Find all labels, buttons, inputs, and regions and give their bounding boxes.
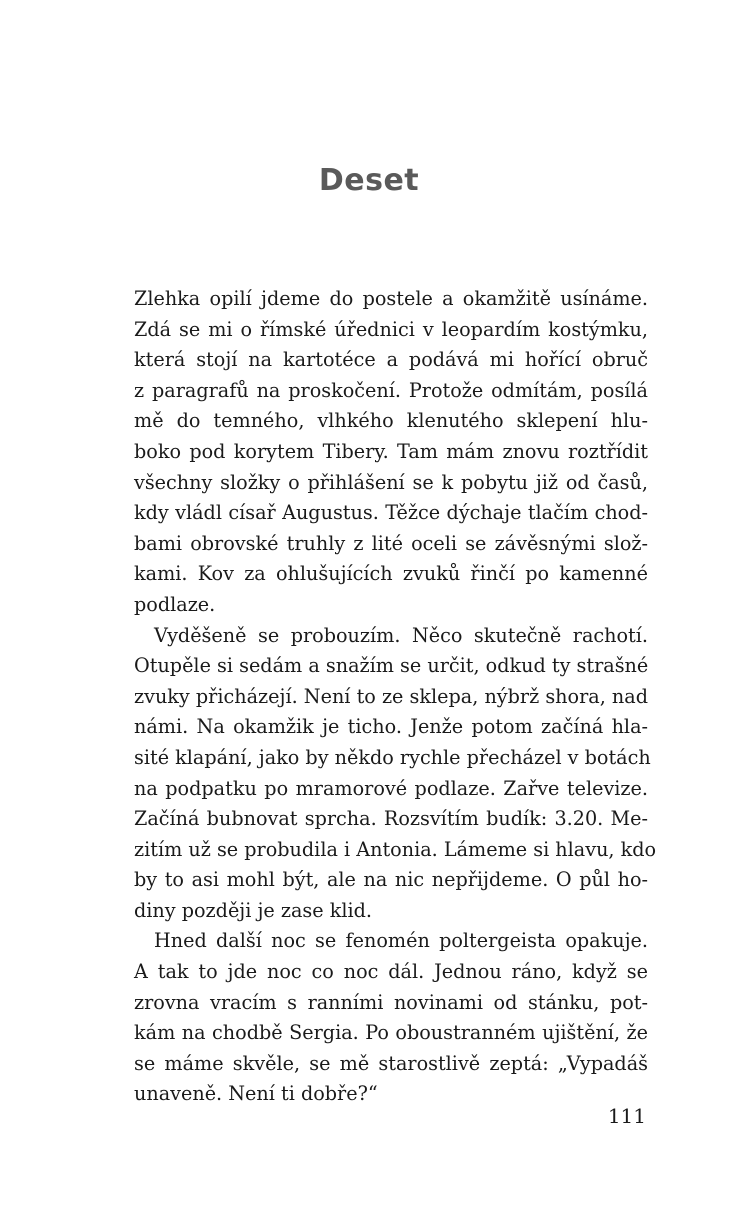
text-line: která stojí na kartotéce a podává mi hořící obruč bbox=[134, 348, 648, 372]
text-line: kdy vládl císař Augustus. Těžce dýchaje tlačím chod- bbox=[134, 501, 648, 525]
text-line: podlaze. bbox=[134, 592, 216, 616]
text-line: zrovna vracím s ranními novinami od stánku, pot- bbox=[134, 990, 648, 1014]
chapter-title: Deset bbox=[318, 163, 420, 198]
text-line: kám na chodbě Sergia. Po oboustranném ujištění, že bbox=[134, 1021, 648, 1045]
text-line: Otupěle si sedám a snažím se určit, odkud ty strašné bbox=[134, 654, 649, 678]
paragraph bbox=[134, 621, 657, 927]
text-line: zvuky přicházejí. Není to ze sklepa, nýbrž shora, nad bbox=[134, 684, 648, 708]
text-line: sité klapání, jako by někdo rychle přecházel v botách bbox=[134, 745, 651, 769]
text-line: by to asi mohl být, ale na nic nepřijdeme. O půl ho- bbox=[134, 868, 648, 892]
text-line: mě do temného, vlhkého klenutého sklepení hlu- bbox=[134, 409, 648, 433]
text-line: bami obrovské truhly z lité oceli se závěsnými slož- bbox=[134, 531, 648, 555]
text-line: všechny složky o přihlášení se k pobytu již od časů, bbox=[134, 470, 648, 494]
text-line: unaveně. Není ti dobře?“ bbox=[134, 1082, 378, 1106]
body-text bbox=[134, 284, 657, 1110]
text-line: na podpatku po mramorové podlaze. Zařve televize. bbox=[134, 776, 648, 800]
text-line: se máme skvěle, se mě starostlivě zeptá: „Vypadáš bbox=[134, 1051, 648, 1075]
text-line: Začíná bubnovat sprcha. Rozsvítím budík: 3.20. Me- bbox=[134, 807, 648, 831]
text-line: námi. Na okamžik je ticho. Jenže potom začíná hla- bbox=[134, 715, 648, 739]
text-line: zitím už se probudila i Antonia. Lámeme si hlavu, kdo bbox=[134, 837, 657, 861]
page-number: 111 bbox=[607, 1104, 646, 1128]
text-line: A tak to jde noc co noc dál. Jednou ráno, když se bbox=[134, 960, 648, 984]
text-line: Zdá se mi o římské úřednici v leopardím kostýmku, bbox=[134, 317, 648, 341]
text-line: boko pod korytem Tibery. Tam mám znovu roztřídit bbox=[134, 439, 648, 463]
text-line: Hned další noc se fenomén poltergeista opakuje. bbox=[154, 929, 648, 953]
text-line: kami. Kov za ohlušujících zvuků řinčí po kamenné bbox=[134, 562, 648, 586]
text-line: z paragrafů na proskočení. Protože odmítám, posílá bbox=[134, 378, 648, 402]
text-line: diny později je zase klid. bbox=[134, 898, 373, 922]
paragraph bbox=[134, 926, 648, 1110]
paragraph bbox=[134, 284, 648, 621]
text-line: Vyděšeně se probouzím. Něco skutečně rachotí. bbox=[154, 623, 648, 647]
text-line: Zlehka opilí jdeme do postele a okamžitě usínáme. bbox=[134, 287, 648, 310]
